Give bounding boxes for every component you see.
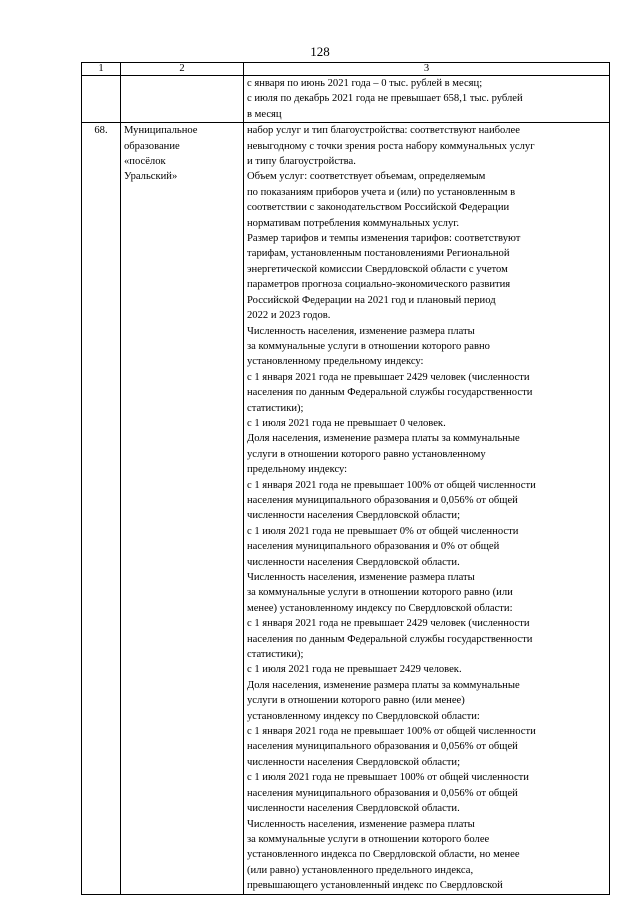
text-line: и типу благоустройства. bbox=[247, 156, 356, 168]
text-line: с 1 января 2021 года не превышает 2429 человек (численности bbox=[247, 371, 530, 383]
municipality-name bbox=[124, 123, 240, 185]
text-line: Объем услуг: соответствует объемам, определяемым bbox=[247, 171, 486, 183]
text-line: с 1 июля 2021 года не превышает 0 человек. bbox=[247, 417, 446, 429]
column-header-2: 2 bbox=[121, 63, 244, 76]
text-line: менее) установленному индексу по Свердловской области: bbox=[247, 602, 513, 614]
text-line: по показаниям приборов учета и (или) по установленным в bbox=[247, 186, 516, 198]
text-line: Численность населения, изменение размера платы bbox=[247, 325, 475, 337]
column-header-1: 1 bbox=[82, 63, 121, 76]
text-line: численности населения Свердловской области. bbox=[247, 556, 460, 568]
text-line: услуги в отношении которого равно установленному bbox=[247, 448, 486, 460]
text-line: нормативам потребления коммунальных услуг. bbox=[247, 217, 460, 229]
text-line: населения муниципального образования и 0,056% от общей bbox=[247, 494, 518, 506]
continuation-name-cell bbox=[121, 76, 244, 123]
text-line: статистики); bbox=[247, 402, 304, 414]
name-line: Уральский» bbox=[124, 171, 178, 183]
text-line: населения муниципального образования и 0,056% от общей bbox=[247, 741, 518, 753]
text-line: параметров прогноза социально-экономического развития bbox=[247, 279, 511, 291]
text-line: за коммунальные услуги в отношении которого более bbox=[247, 833, 490, 845]
text-line: превышающего установленный индекс по Свердловской bbox=[247, 880, 503, 892]
text-line: с января по июнь 2021 года – 0 тыс. рублей в месяц; bbox=[247, 78, 483, 89]
row-number: 68. bbox=[82, 123, 121, 894]
text-line: энергетической комиссии Свердловской области с учетом bbox=[247, 263, 508, 275]
table-header-row bbox=[82, 63, 610, 76]
text-line: населения муниципального образования и 0,056% от общей bbox=[247, 787, 518, 799]
text-line: установленному индексу по Свердловской области: bbox=[247, 710, 480, 722]
continuation-number-cell bbox=[82, 76, 121, 123]
row-description bbox=[247, 123, 606, 893]
text-line: в месяц bbox=[247, 108, 282, 120]
column-header-3: 3 bbox=[244, 63, 610, 76]
row-name-cell bbox=[121, 123, 244, 894]
text-line: предельному индексу: bbox=[247, 464, 348, 476]
continuation-text-cell bbox=[244, 76, 610, 123]
text-line: (или равно) установленного предельного индекса, bbox=[247, 864, 474, 876]
continuation-lines bbox=[247, 76, 606, 122]
table-row bbox=[82, 123, 610, 894]
text-line: с июля по декабрь 2021 года не превышает 658,1 тыс. рублей bbox=[247, 93, 523, 105]
text-line: Размер тарифов и темпы изменения тарифов: соответствуют bbox=[247, 233, 521, 245]
text-line: с 1 июля 2021 года не превышает 0% от общей численности bbox=[247, 525, 519, 537]
text-line: с 1 января 2021 года не превышает 2429 человек (численности bbox=[247, 618, 530, 630]
text-line: населения по данным Федеральной службы государственности bbox=[247, 387, 533, 399]
text-line: Российской Федерации на 2021 год и плановый период bbox=[247, 294, 496, 306]
text-line: Доля населения, изменение размера платы за коммунальные bbox=[247, 433, 520, 445]
text-line: с 1 июля 2021 года не превышает 100% от общей численности bbox=[247, 772, 529, 784]
page-number: 128 bbox=[310, 44, 330, 59]
text-line: за коммунальные услуги в отношении которого равно (или bbox=[247, 587, 513, 599]
text-line: населения по данным Федеральной службы государственности bbox=[247, 633, 533, 645]
name-line: «посёлок bbox=[124, 156, 166, 168]
continuation-row bbox=[82, 76, 610, 123]
row-text-cell bbox=[244, 123, 610, 894]
text-line: Численность населения, изменение размера платы bbox=[247, 818, 475, 830]
text-line: набор услуг и тип благоустройства: соответствуют наиболее bbox=[247, 125, 520, 137]
text-line: статистики); bbox=[247, 649, 304, 661]
text-line: численности населения Свердловской области; bbox=[247, 756, 461, 768]
text-line: за коммунальные услуги в отношении которого равно bbox=[247, 340, 490, 352]
text-line: с 1 июля 2021 года не превышает 2429 человек. bbox=[247, 664, 462, 676]
name-line: образование bbox=[124, 140, 180, 152]
text-line: услуги в отношении которого равно (или менее) bbox=[247, 695, 465, 707]
text-line: установленного индекса по Свердловской области, но менее bbox=[247, 849, 520, 861]
name-line: Муниципальное bbox=[124, 125, 198, 137]
text-line: Доля населения, изменение размера платы за коммунальные bbox=[247, 679, 520, 691]
text-line: с 1 января 2021 года не превышает 100% от общей численности bbox=[247, 726, 536, 738]
text-line: численности населения Свердловской области; bbox=[247, 510, 461, 522]
tariff-table bbox=[81, 62, 610, 895]
text-line: тарифам, установленным постановлениями Региональной bbox=[247, 248, 510, 260]
text-line: соответствии с законодательством Российской Федерации bbox=[247, 202, 510, 214]
text-line: 2022 и 2023 годов. bbox=[247, 310, 331, 322]
text-line: Численность населения, изменение размера платы bbox=[247, 572, 475, 583]
text-line: с 1 января 2021 года не превышает 100% от общей численности bbox=[247, 479, 536, 491]
text-line: населения муниципального образования и 0% от общей bbox=[247, 541, 500, 553]
text-line: невыгодному с точки зрения роста набору коммунальных услуг bbox=[247, 140, 535, 152]
text-line: численности населения Свердловской области. bbox=[247, 803, 460, 815]
text-line: установленному предельному индексу: bbox=[247, 356, 424, 368]
